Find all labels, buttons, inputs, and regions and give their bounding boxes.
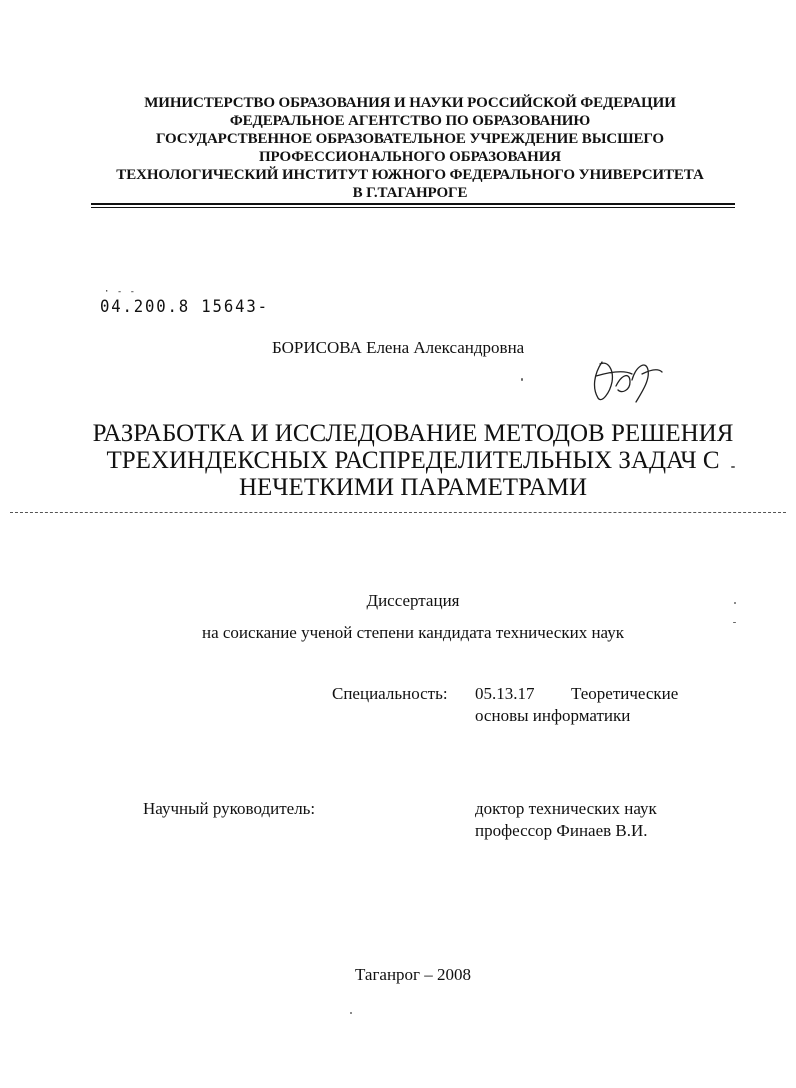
author-name: БОРИСОВА Елена Александровна <box>272 338 525 357</box>
document-header <box>80 94 740 202</box>
header-divider-thick <box>91 203 735 205</box>
signature-mark <box>586 352 668 406</box>
supervisor-degree: доктор технических наук <box>475 799 657 818</box>
city-year: Таганрог – 2008 <box>354 965 472 984</box>
specialty-label: Специальность: <box>332 684 448 703</box>
header-divider-thin <box>91 207 735 208</box>
header-line-city: В Г.ТАГАНРОГЕ <box>352 185 468 201</box>
degree-sought: на соискание ученой степени кандидата технических наук <box>201 623 624 642</box>
header-line-ministry: МИНИСТЕРСТВО ОБРАЗОВАНИЯ И НАУКИ РОССИЙСКОЙ ФЕДЕРАЦИИ <box>144 95 676 111</box>
title-line-1: РАЗРАБОТКА И ИССЛЕДОВАНИЕ МЕТОДОВ РЕШЕНИЯ <box>92 420 734 447</box>
specialty-name-line1: Теоретические <box>571 684 679 703</box>
scan-speck <box>731 466 735 468</box>
specialty-code: 05.13.17 <box>475 684 535 703</box>
scan-speck <box>734 602 736 604</box>
header-line-education: ПРОФЕССИОНАЛЬНОГО ОБРАЗОВАНИЯ <box>258 149 562 165</box>
header-line-institute: ТЕХНОЛОГИЧЕСКИЙ ИНСТИТУТ ЮЖНОГО ФЕДЕРАЛЬНОГО УНИВЕРСИТЕТА <box>116 167 704 183</box>
scan-artifact-line <box>10 512 786 513</box>
scan-speck <box>521 378 523 381</box>
registration-stamp: 04.200.8 15643- <box>100 297 269 317</box>
title-line-2: ТРЕХИНДЕКСНЫХ РАСПРЕДЕЛИТЕЛЬНЫХ ЗАДАЧ С <box>106 447 720 474</box>
dissertation-title <box>60 420 766 501</box>
stamp-marks: · - - <box>104 287 137 297</box>
specialty-name-line2: основы информатики <box>475 706 631 725</box>
header-line-agency: ФЕДЕРАЛЬНОЕ АГЕНТСТВО ПО ОБРАЗОВАНИЮ <box>229 113 591 129</box>
supervisor-label: Научный руководитель: <box>143 799 316 818</box>
work-type: Диссертация <box>366 591 460 610</box>
title-line-3: НЕЧЕТКИМИ ПАРАМЕТРАМИ <box>238 474 588 501</box>
scan-speck <box>733 622 736 623</box>
supervisor-name: профессор Финаев В.И. <box>475 821 648 840</box>
header-line-institution: ГОСУДАРСТВЕННОЕ ОБРАЗОВАТЕЛЬНОЕ УЧРЕЖДЕНИЕ ВЫСШЕГО <box>155 131 664 147</box>
scan-speck <box>350 1012 352 1014</box>
